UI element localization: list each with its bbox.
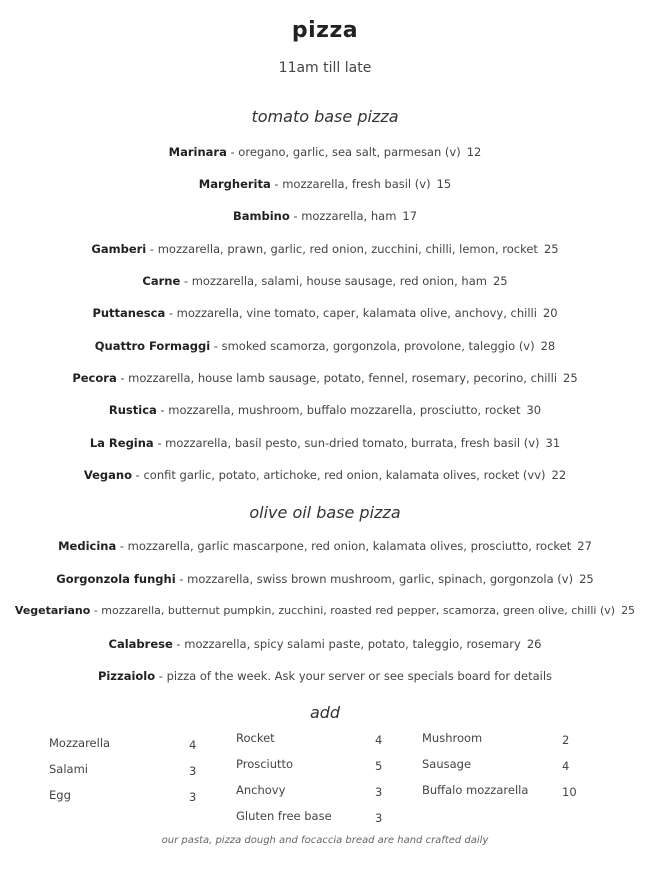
section-title-add: add: [309, 703, 341, 722]
menu-item-puttanesca: [0, 305, 650, 321]
item-price: 15: [436, 177, 452, 191]
menu-item-vegano: [0, 467, 650, 483]
menu-item-pecora: [0, 370, 650, 386]
item-name: Vegano: [83, 468, 132, 482]
item-name: Medicina: [58, 539, 117, 553]
item-price: 25: [543, 242, 559, 256]
add-item-price: 3: [375, 785, 383, 799]
item-price: 31: [545, 436, 561, 450]
menu-item-bambino: [0, 208, 650, 224]
item-description: - mozzarella, garlic mascarpone, red onion, kalamata olives, prosciutto, rocket: [116, 539, 572, 553]
add-item-name: Mushroom: [422, 731, 483, 745]
item-name: Bambino: [232, 209, 290, 223]
menu-item-margherita: [0, 176, 650, 192]
item-name: Pizzaiolo: [97, 669, 156, 683]
add-item-price: 2: [562, 733, 570, 747]
add-item-price: 3: [189, 790, 197, 804]
item-name: Pecora: [72, 371, 117, 385]
menu-item-gorgonzola-funghi: [0, 571, 650, 587]
item-description: - mozzarella, vine tomato, caper, kalamata olive, anchovy, chilli: [165, 306, 537, 320]
item-name: Carne: [142, 274, 181, 288]
add-item-price: 4: [375, 733, 383, 747]
section-title-olive: olive oil base pizza: [249, 503, 401, 522]
item-name: Vegetariano: [14, 604, 91, 617]
footer-note: our pasta, pizza dough and focaccia bread are hand crafted daily: [161, 835, 489, 846]
add-item-name: Prosciutto: [236, 757, 294, 771]
item-name: Gorgonzola funghi: [56, 572, 176, 586]
add-item-name: Sausage: [422, 757, 472, 771]
item-description: - mozzarella, spicy salami paste, potato, taleggio, rosemary: [172, 637, 521, 651]
item-description: - oregano, garlic, sea salt, parmesan (v): [226, 145, 461, 159]
menu-item-rustica: [0, 402, 650, 418]
item-price: 17: [402, 209, 418, 223]
item-description: - mozzarella, house lamb sausage, potato, fennel, rosemary, pecorino, chilli: [116, 371, 558, 385]
item-price: 20: [542, 306, 558, 320]
menu-item-calabrese: [0, 636, 650, 652]
add-item-price: 10: [562, 785, 577, 799]
add-item-name: Salami: [49, 762, 88, 776]
item-name: Quattro Formaggi: [94, 339, 211, 353]
item-price: 25: [621, 604, 636, 617]
menu-item-quattro-formaggi: [0, 338, 650, 354]
item-description: - smoked scamorza, gorgonzola, provolone, taleggio (v): [210, 339, 535, 353]
add-item-name: Anchovy: [236, 783, 286, 797]
menu-item-medicina: [0, 538, 650, 554]
item-price: 12: [466, 145, 482, 159]
opening-hours: 11am till late: [278, 60, 372, 76]
item-description: - mozzarella, salami, house sausage, red onion, ham: [180, 274, 487, 288]
section-title-tomato: tomato base pizza: [251, 107, 399, 126]
item-name: Gamberi: [91, 242, 147, 256]
menu-item-marinara: [0, 144, 650, 160]
item-description: - confit garlic, potato, artichoke, red onion, kalamata olives, rocket (vv): [132, 468, 546, 482]
add-item-price: 4: [562, 759, 570, 773]
item-description: - mozzarella, basil pesto, sun-dried tomato, burrata, fresh basil (v): [153, 436, 540, 450]
add-item-name: Buffalo mozzarella: [422, 783, 529, 797]
item-price: 25: [579, 572, 594, 586]
item-description: - mozzarella, fresh basil (v): [270, 177, 431, 191]
item-name: Rustica: [108, 403, 157, 417]
add-item-name: Rocket: [236, 731, 275, 745]
item-price: 26: [526, 637, 542, 651]
item-description: - mozzarella, butternut pumpkin, zucchini, roasted red pepper, scamorza, green olive, chilli (v): [90, 604, 616, 617]
item-description: - mozzarella, mushroom, buffalo mozzarella, prosciutto, rocket: [156, 403, 521, 417]
menu-item-la-regina: [0, 435, 650, 451]
item-name: Calabrese: [108, 637, 173, 651]
item-name: Margherita: [198, 177, 271, 191]
item-price: 27: [577, 539, 592, 553]
add-item-price: 3: [375, 811, 383, 825]
item-price: 22: [551, 468, 567, 482]
item-description: - mozzarella, ham: [289, 209, 397, 223]
add-item-price: 5: [375, 759, 383, 773]
item-description: - mozzarella, swiss brown mushroom, garlic, spinach, gorgonzola (v): [175, 572, 574, 586]
item-price: 30: [526, 403, 542, 417]
menu-item-gamberi: [0, 241, 650, 257]
item-description: - pizza of the week. Ask your server or see specials board for details: [155, 669, 553, 683]
page-title: pizza: [291, 18, 359, 43]
item-description: - mozzarella, prawn, garlic, red onion, zucchini, chilli, lemon, rocket: [146, 242, 538, 256]
item-price: 28: [540, 339, 556, 353]
menu-item-carne: [0, 273, 650, 289]
item-price: 25: [563, 371, 578, 385]
add-item-price: 3: [189, 764, 197, 778]
add-item-name: Gluten free base: [236, 809, 332, 823]
item-name: Puttanesca: [92, 306, 166, 320]
menu-item-pizzaiolo: [0, 668, 650, 684]
item-name: Marinara: [168, 145, 227, 159]
add-item-name: Mozzarella: [49, 736, 111, 750]
item-price: 25: [492, 274, 508, 288]
add-item-name: Egg: [49, 788, 71, 802]
menu-item-vegetariano: [0, 603, 650, 619]
item-name: La Regina: [89, 436, 154, 450]
add-item-price: 4: [189, 738, 197, 752]
